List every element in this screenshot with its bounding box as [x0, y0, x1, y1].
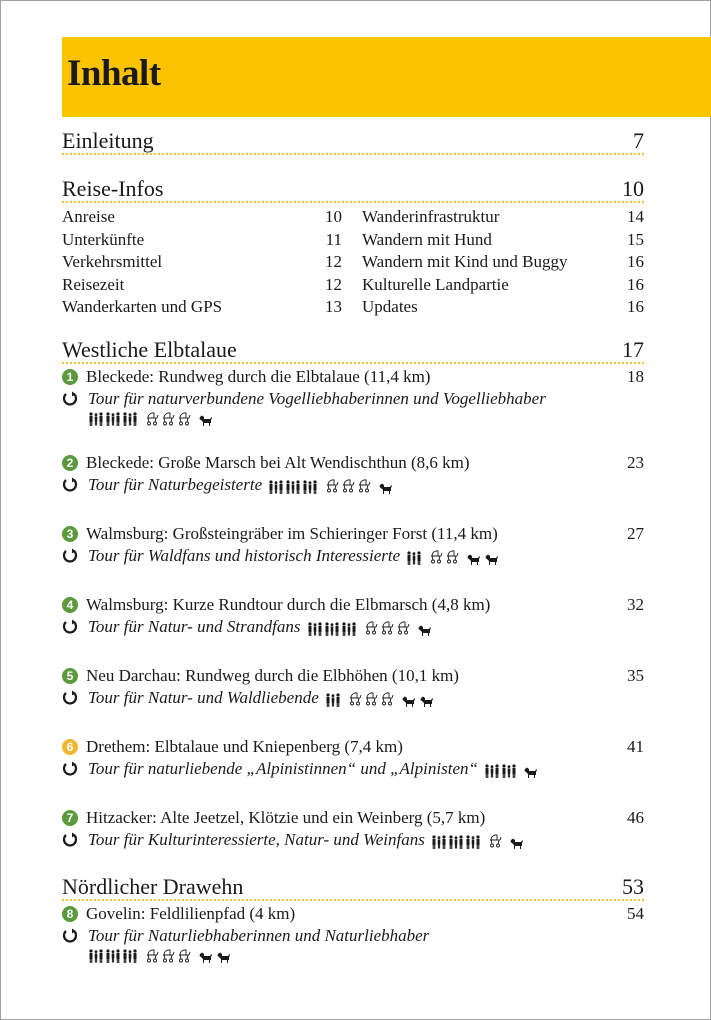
- tour-title: Neu Darchau: Rundweg durch die Elbhöhen (10,1 km): [86, 665, 459, 685]
- dog-rating: [402, 692, 438, 704]
- toc-entry[interactable]: [62, 206, 342, 229]
- dog-icon: [420, 692, 434, 704]
- tour-number-badge: 7: [62, 810, 78, 826]
- section-page: 53: [622, 873, 644, 899]
- family-rating: [406, 549, 423, 563]
- family-rating: [268, 478, 319, 492]
- dog-rating: [199, 411, 217, 423]
- tour-page: 23: [627, 452, 644, 472]
- tour-title: Bleckede: Rundweg durch die Elbtalaue (11,4 km): [86, 366, 431, 386]
- family-icon: [88, 410, 104, 424]
- family-rating: [431, 833, 482, 847]
- toc-entry[interactable]: [362, 206, 644, 229]
- toc: [62, 125, 644, 962]
- buggy-icon: [357, 477, 372, 492]
- toc-section-einleitung[interactable]: [62, 129, 644, 155]
- tour-subtitle: Tour für Waldfans und historisch Interessierte: [88, 545, 401, 565]
- reise-infos-right-column: [342, 206, 644, 319]
- entry-label: Verkehrsmittel: [62, 252, 163, 272]
- buggy-icon: [341, 477, 356, 492]
- buggy-icon: [325, 477, 340, 492]
- toc-entry[interactable]: [362, 229, 644, 252]
- tour-title: Drethem: Elbtalaue und Kniepenberg (7,4 km): [86, 736, 403, 756]
- title-banner: [62, 37, 711, 117]
- dog-icon: [467, 550, 481, 562]
- tour-subtitle: Tour für Natur- und Waldliebende: [88, 687, 319, 707]
- entry-label: Updates: [362, 297, 418, 317]
- tour-subtitle: Tour für Natur- und Strandfans: [88, 616, 301, 636]
- round-trip-icon: [62, 391, 88, 407]
- family-icon: [302, 478, 318, 492]
- entry-page: 16: [627, 274, 644, 294]
- family-icon: [406, 549, 422, 563]
- tour-number-badge: 2: [62, 455, 78, 471]
- round-trip-icon: [62, 619, 88, 635]
- tour-entry[interactable]: [62, 523, 644, 567]
- dog-icon: [199, 411, 213, 423]
- buggy-icon: [364, 619, 379, 634]
- tour-entry[interactable]: [62, 903, 644, 962]
- entry-page: 12: [325, 252, 342, 272]
- entry-label: Kulturelle Landpartie: [362, 274, 509, 294]
- family-icon: [448, 833, 464, 847]
- section-title: Reise-Infos: [62, 176, 164, 201]
- tour-number-badge: 5: [62, 668, 78, 684]
- tour-entry[interactable]: [62, 366, 644, 425]
- entry-label: Anreise: [62, 207, 115, 226]
- entry-label: Wanderinfrastruktur: [362, 207, 500, 226]
- entry-page: 10: [325, 207, 342, 226]
- family-icon: [105, 410, 121, 424]
- section-title: Nördlicher Drawehn: [62, 873, 244, 899]
- buggy-icon: [161, 410, 176, 425]
- dog-icon: [524, 763, 538, 775]
- tour-entry[interactable]: [62, 736, 644, 780]
- dog-icon: [199, 948, 213, 960]
- round-trip-icon: [62, 761, 88, 777]
- toc-section-noerdlicher-drawehn[interactable]: [62, 875, 644, 901]
- toc-entry[interactable]: [362, 274, 644, 297]
- tour-list-north: [62, 903, 644, 962]
- rating-icons: [268, 477, 403, 492]
- dog-rating: [199, 948, 235, 960]
- tour-page: 32: [627, 594, 644, 614]
- tour-number-badge: 4: [62, 597, 78, 613]
- round-trip-icon: [62, 690, 88, 706]
- dog-rating: [510, 834, 528, 846]
- dog-icon: [418, 621, 432, 633]
- family-icon: [88, 947, 104, 961]
- buggy-icon: [145, 410, 160, 425]
- dog-icon: [217, 948, 231, 960]
- tour-page: 27: [627, 523, 644, 543]
- page-title: Inhalt: [67, 53, 161, 94]
- tour-subtitle: Tour für Naturbegeisterte: [88, 474, 263, 494]
- family-rating: [88, 947, 139, 961]
- dog-rating: [379, 479, 397, 491]
- rating-icons: [88, 410, 223, 425]
- dog-icon: [510, 834, 524, 846]
- family-rating: [484, 762, 518, 776]
- buggy-icon: [145, 947, 160, 962]
- buggy-icon: [161, 947, 176, 962]
- toc-entry[interactable]: [362, 296, 644, 319]
- family-icon: [307, 620, 323, 634]
- dog-rating: [467, 550, 503, 562]
- family-icon: [501, 762, 517, 776]
- entry-page: 12: [325, 274, 342, 294]
- buggy-rating: [145, 947, 193, 962]
- tour-number-badge: 1: [62, 369, 78, 385]
- toc-section-reise-infos[interactable]: [62, 177, 644, 203]
- family-icon: [105, 947, 121, 961]
- round-trip-icon: [62, 548, 88, 564]
- round-trip-icon: [62, 928, 88, 944]
- buggy-icon: [380, 619, 395, 634]
- entry-page: 15: [627, 229, 644, 249]
- buggy-icon: [488, 832, 503, 847]
- buggy-icon: [445, 548, 460, 563]
- toc-entry[interactable]: [362, 251, 644, 274]
- tour-number-badge: 6: [62, 739, 78, 755]
- rating-icons: [88, 947, 241, 962]
- entry-label: Reisezeit: [62, 274, 125, 294]
- tour-title: Hitzacker: Alte Jeetzel, Klötzie und ein Weinberg (5,7 km): [86, 807, 486, 827]
- section-page: 7: [633, 128, 644, 153]
- buggy-rating: [429, 548, 461, 563]
- entry-label: Wandern mit Hund: [362, 229, 492, 249]
- entry-page: 16: [627, 252, 644, 272]
- family-rating: [325, 691, 342, 705]
- entry-label: Unterkünfte: [62, 229, 145, 249]
- toc-section-westliche-elbtalaue[interactable]: [62, 338, 644, 364]
- tour-subtitle: Tour für Kulturinteressierte, Natur- und Weinfans: [88, 829, 425, 849]
- section-title: Westliche Elbtalaue: [62, 336, 237, 362]
- tour-subtitle: Tour für Naturliebhaberinnen und Naturliebhaber: [88, 925, 430, 945]
- dog-icon: [402, 692, 416, 704]
- buggy-icon: [380, 690, 395, 705]
- toc-entry[interactable]: [62, 229, 342, 252]
- family-rating: [88, 410, 139, 424]
- entry-page: 13: [325, 297, 342, 317]
- family-icon: [324, 620, 340, 634]
- family-icon: [431, 833, 447, 847]
- family-icon: [325, 691, 341, 705]
- entry-label: Wandern mit Kind und Buggy: [362, 252, 568, 272]
- tour-title: Walmsburg: Großsteingräber im Schieringer Forst (11,4 km): [86, 523, 498, 543]
- family-icon: [465, 833, 481, 847]
- buggy-rating: [364, 619, 412, 634]
- section-page: 17: [622, 336, 644, 362]
- section-title: Einleitung: [62, 128, 154, 153]
- family-icon: [122, 947, 138, 961]
- family-icon: [285, 478, 301, 492]
- tour-subtitle: Tour für naturverbundene Vogelliebhaberinnen und Vogelliebhaber: [88, 388, 546, 408]
- tour-entry[interactable]: [62, 665, 644, 709]
- family-icon: [268, 478, 284, 492]
- toc-entry[interactable]: [62, 274, 342, 297]
- tour-page: 54: [627, 903, 644, 923]
- entry-page: 11: [325, 229, 342, 249]
- rating-icons: [431, 832, 534, 847]
- tour-number-badge: 3: [62, 526, 78, 542]
- buggy-rating: [488, 832, 504, 847]
- family-icon: [341, 620, 357, 634]
- buggy-icon: [177, 410, 192, 425]
- rating-icons: [307, 619, 442, 634]
- buggy-icon: [348, 690, 363, 705]
- family-icon: [122, 410, 138, 424]
- reise-infos-list: [62, 206, 644, 319]
- entry-page: 16: [627, 297, 644, 317]
- dog-rating: [524, 763, 542, 775]
- tour-subtitle: Tour für naturliebende „Alpinistinnen“ und „Alpinisten“: [88, 758, 478, 778]
- family-rating: [307, 620, 358, 634]
- tour-entry[interactable]: [62, 452, 644, 496]
- buggy-rating: [348, 690, 396, 705]
- buggy-rating: [325, 477, 373, 492]
- buggy-icon: [396, 619, 411, 634]
- tour-title: Govelin: Feldlilienpfad (4 km): [86, 903, 296, 923]
- rating-icons: [406, 548, 509, 563]
- section-page: 10: [622, 176, 644, 201]
- rating-icons: [484, 762, 548, 776]
- tour-entry[interactable]: [62, 594, 644, 638]
- round-trip-icon: [62, 832, 88, 848]
- buggy-icon: [364, 690, 379, 705]
- tour-page: 35: [627, 665, 644, 685]
- tour-entry[interactable]: [62, 807, 644, 851]
- buggy-rating: [145, 410, 193, 425]
- dog-rating: [418, 621, 436, 633]
- tour-number-badge: 8: [62, 906, 78, 922]
- buggy-icon: [429, 548, 444, 563]
- dog-icon: [485, 550, 499, 562]
- round-trip-icon: [62, 477, 88, 493]
- tour-page: 18: [627, 366, 644, 386]
- reise-infos-left-column: [62, 206, 342, 319]
- tour-list-west: [62, 366, 644, 851]
- buggy-icon: [177, 947, 192, 962]
- tour-title: Bleckede: Große Marsch bei Alt Wendischthun (8,6 km): [86, 452, 470, 472]
- family-icon: [484, 762, 500, 776]
- rating-icons: [325, 690, 444, 705]
- toc-entry[interactable]: [62, 251, 342, 274]
- dog-icon: [379, 479, 393, 491]
- tour-title: Walmsburg: Kurze Rundtour durch die Elbmarsch (4,8 km): [86, 594, 491, 614]
- tour-page: 46: [627, 807, 644, 827]
- toc-entry[interactable]: [62, 296, 342, 319]
- entry-label: Wanderkarten und GPS: [62, 297, 223, 317]
- tour-page: 41: [627, 736, 644, 756]
- entry-page: 14: [627, 207, 644, 226]
